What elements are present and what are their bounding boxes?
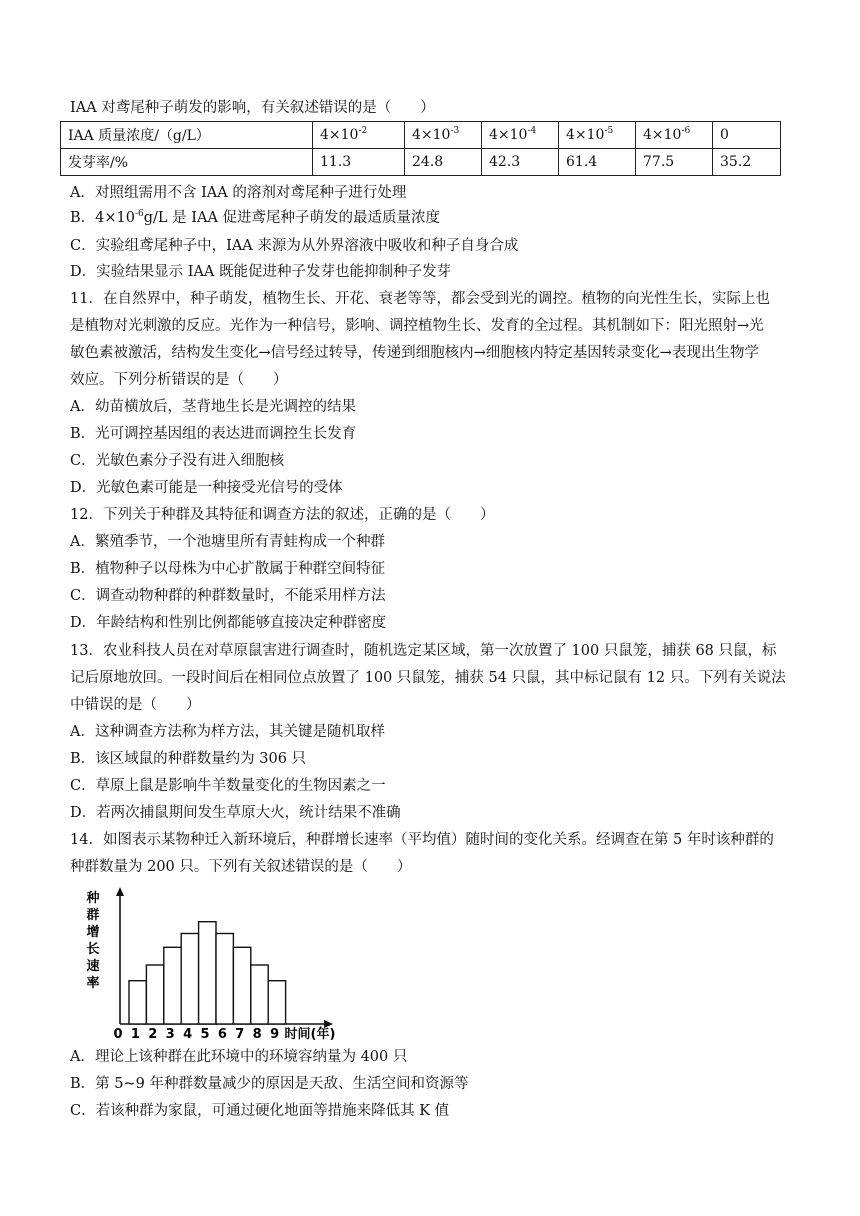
- x-tick-label: 3: [165, 1027, 175, 1042]
- q12-stem: 12．下列关于种群及其特征和调查方法的叙述，正确的是（ ）: [70, 507, 495, 523]
- table-cell: 42.3: [482, 149, 559, 176]
- bar-year-5: [199, 922, 216, 1024]
- x-tick-label: 2: [148, 1027, 158, 1042]
- bar-year-8: [251, 965, 268, 1024]
- bars: [129, 922, 286, 1024]
- q14-option-c: C．若该种群为家鼠，可通过硬化地面等措施来降低其 K 值: [70, 1103, 450, 1119]
- table-cell: $4\times 10^{-4}$: [482, 122, 559, 149]
- q13-option-b: B．该区域鼠的种群数量约为 306 只: [70, 751, 307, 767]
- q13-option-a: A．这种调查方法称为样方法，其关键是随机取样: [70, 724, 385, 740]
- table-cell: 24.8: [405, 149, 482, 176]
- y-label-char: 率: [86, 976, 100, 991]
- y-axis-arrow: [116, 887, 124, 896]
- q12-option-d: D．年龄结构和性别比例都能够直接决定种群密度: [70, 615, 387, 631]
- q11-option-a: A．幼苗横放后，茎背地生长是光调控的结果: [70, 399, 356, 415]
- q13-option-c: C．草原上鼠是影响牛羊数量变化的生物因素之一: [70, 778, 386, 794]
- iaa-table: [60, 121, 781, 176]
- q12-option-b: B．植物种子以母株为中心扩散属于种群空间特征: [70, 561, 386, 577]
- q14-stem-line: 种群数量为 200 只。下列有关叙述错误的是（ ）: [70, 859, 412, 875]
- q13-stem-line: 13．农业科技人员在对草原鼠害进行调查时，随机选定某区域，第一次放置了 100 只鼠笼，捕获 68 只鼠，标: [70, 643, 777, 659]
- x-tick-label: 1: [130, 1027, 140, 1042]
- q10-option-a: A．对照组需用不含 IAA 的溶剂对鸢尾种子进行处理: [70, 185, 407, 201]
- table-cell: $4\times 10^{-3}$: [405, 122, 482, 149]
- table-cell: 0: [713, 122, 781, 149]
- table-cell: 35.2: [713, 149, 781, 176]
- q11-stem-line: 敏色素被激活，结构发生变化→信号经过转导，传递到细胞核内→细胞核内特定基因转录变化→表现出生物学: [70, 345, 759, 361]
- y-label-char: 种: [86, 891, 100, 906]
- table-cell: $4\times 10^{-2}$: [313, 122, 405, 149]
- bar-year-1: [129, 981, 146, 1024]
- table-row-concentration: [61, 122, 781, 149]
- x-axis-label: 时间(年): [284, 1027, 336, 1042]
- q13-option-d: D．若两次捕鼠期间发生草原大火，统计结果不准确: [70, 805, 401, 821]
- q11-option-c: C．光敏色素分子没有进入细胞核: [70, 453, 285, 469]
- table-row-label: 发芽率/%: [61, 149, 313, 176]
- y-label-char: 增: [86, 925, 100, 940]
- x-tick-label: 5: [200, 1027, 210, 1042]
- q14-option-a: A．理论上该种群在此环境中的环境容纳量为 400 只: [70, 1049, 408, 1065]
- q11-stem-line: 是植物对光刺激的反应。光作为一种信号，影响、调控植物生长、发育的全过程。其机制如下：阳光照射→光: [70, 318, 764, 334]
- y-label-char: 群: [86, 908, 100, 923]
- q14-stem-line: 14．如图表示某物种迁入新环境后，种群增长速率（平均值）随时间的变化关系。经调查在第 5 年时该种群的: [70, 832, 774, 848]
- table-cell: $4\times 10^{-6}$: [636, 122, 713, 149]
- x-tick-label: 6: [217, 1027, 227, 1042]
- q10-option-b: B．$4\times 10^{-6}g/L$ 是 IAA 促进鸢尾种子萌发的最适质量浓度: [70, 209, 441, 226]
- y-axis-label: [86, 890, 100, 991]
- table-row-germination: [61, 149, 781, 176]
- q14-option-b: B．第 5~9 年种群数量减少的原因是天敌、生活空间和资源等: [70, 1076, 469, 1092]
- bar-year-3: [164, 947, 181, 1024]
- y-label-char: 速: [86, 959, 100, 974]
- q12-option-c: C．调查动物种群的种群数量时，不能采用样方法: [70, 588, 386, 604]
- q11-stem-line: 11．在自然界中，种子萌发，植物生长、开花、衰老等等，都会受到光的调控。植物的向光性生长，实际上也: [70, 291, 770, 307]
- q10-option-c: C．实验组鸢尾种子中，IAA 来源为从外界溶液中吸收和种子自身合成: [70, 238, 519, 254]
- q11-stem-line: 效应。下列分析错误的是（ ）: [70, 372, 288, 388]
- q10-intro: IAA 对鸢尾种子萌发的影响，有关叙述错误的是（ ）: [70, 100, 435, 116]
- q12-option-a: A．繁殖季节，一个池塘里所有青蛙构成一个种群: [70, 534, 385, 550]
- x-ticks: [113, 1027, 279, 1042]
- table-cell: 77.5: [636, 149, 713, 176]
- growth-rate-chart: [86, 884, 346, 1042]
- x-tick-label: 8: [252, 1027, 262, 1042]
- table-cell: 61.4: [559, 149, 636, 176]
- bar-year-6: [216, 934, 233, 1025]
- q13-stem-line: 中错误的是（ ）: [70, 697, 201, 713]
- bar-year-2: [146, 965, 163, 1024]
- table-row-label: IAA 质量浓度/（g/L）: [61, 122, 313, 149]
- q11-option-b: B．光可调控基因组的表达进而调控生长发育: [70, 426, 357, 442]
- q13-stem-line: 记后原地放回。一段时间后在相同位点放置了 100 只鼠笼，捕获 54 只鼠，其中标记鼠有 12 只。下列有关说法: [70, 670, 786, 686]
- bar-year-4: [181, 934, 198, 1025]
- table-cell: $4\times 10^{-5}$: [559, 122, 636, 149]
- y-label-char: 长: [86, 942, 100, 957]
- bar-year-7: [233, 947, 250, 1024]
- x-tick-label: 0: [113, 1027, 123, 1042]
- bar-year-9: [268, 981, 285, 1024]
- q10-option-d: D．实验结果显示 IAA 既能促进种子发芽也能抑制种子发芽: [70, 264, 452, 280]
- x-tick-label: 7: [235, 1027, 245, 1042]
- x-tick-label: 4: [183, 1027, 193, 1042]
- q11-option-d: D．光敏色素可能是一种接受光信号的受体: [70, 480, 343, 496]
- x-tick-label: 9: [270, 1027, 280, 1042]
- table-cell: 11.3: [313, 149, 405, 176]
